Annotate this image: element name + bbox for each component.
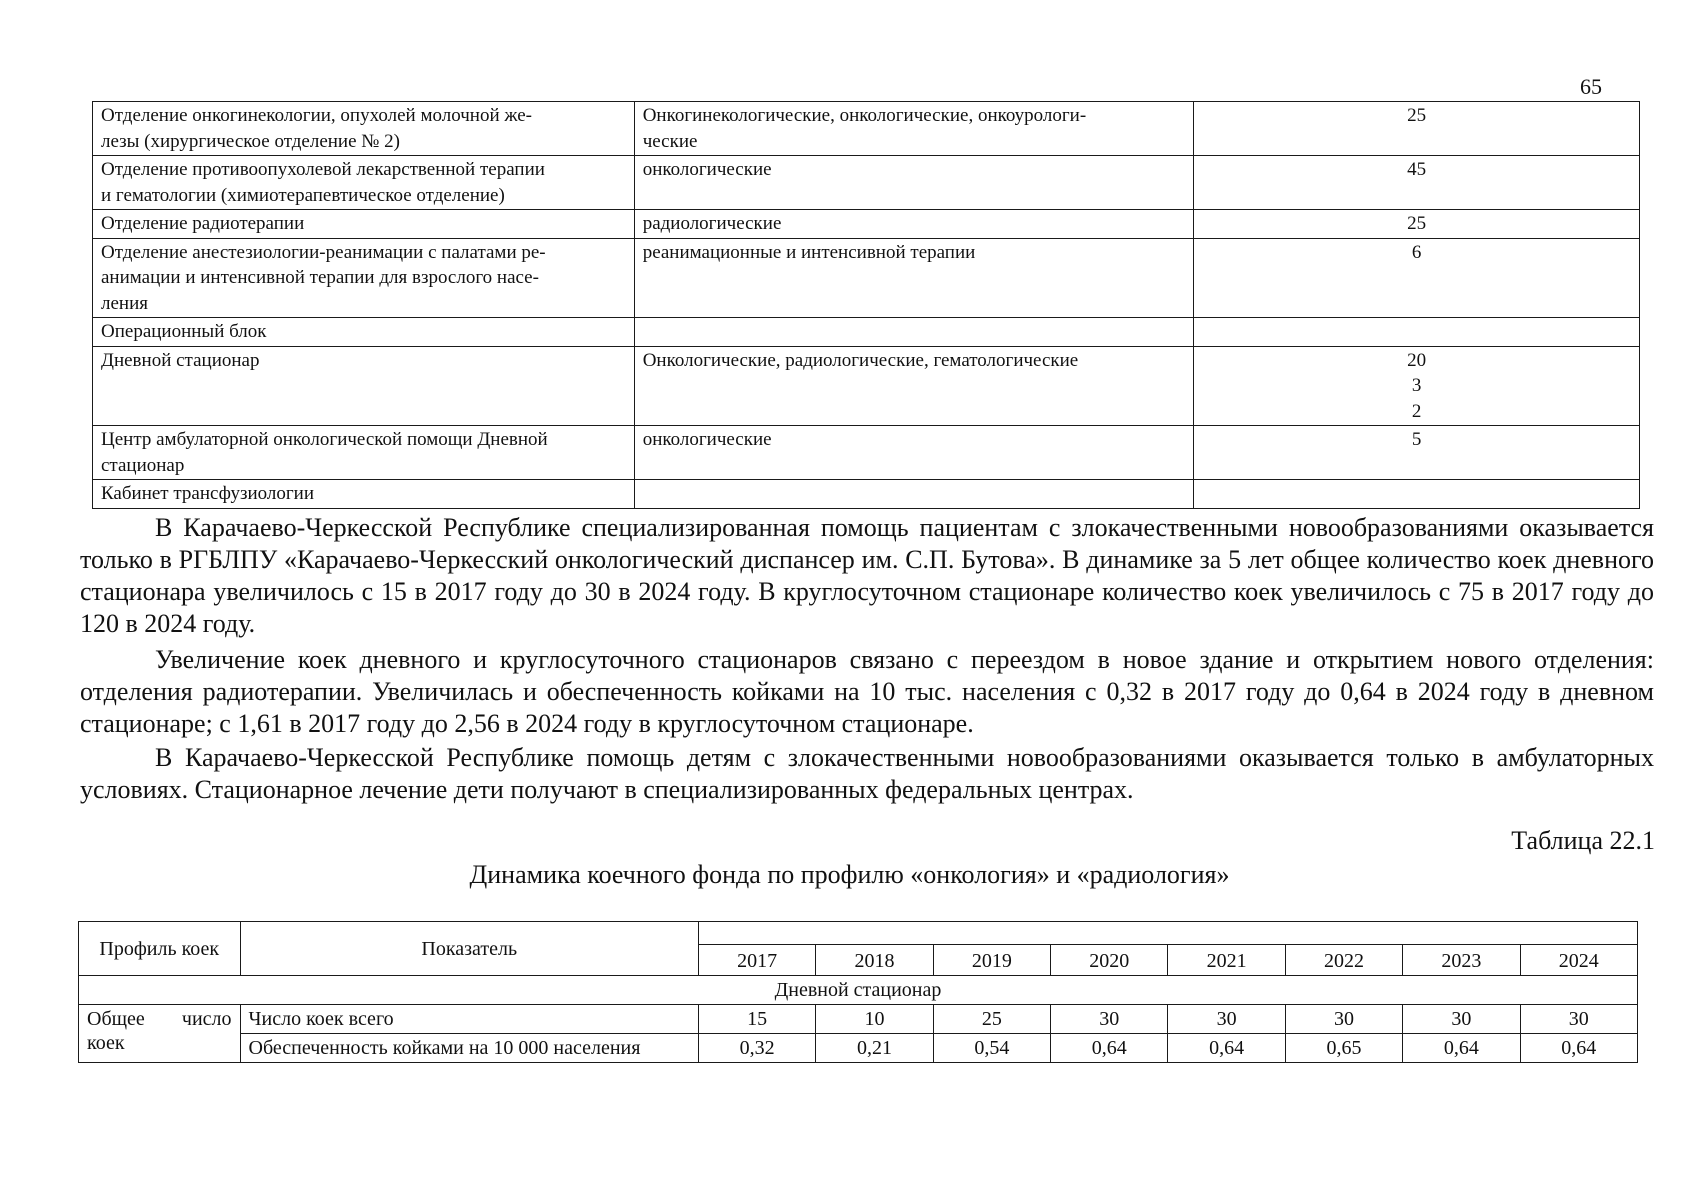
year-header: 2018 xyxy=(816,945,933,976)
value-cell: 30 xyxy=(1520,1005,1637,1034)
bed-count-cell: 25 xyxy=(1194,210,1640,239)
value-cell: 0,32 xyxy=(698,1034,815,1063)
department-name-cell: Отделение радиотерапии xyxy=(93,210,635,239)
bed-dynamics-table xyxy=(78,921,1638,1063)
value-cell: 0,64 xyxy=(1520,1034,1637,1063)
department-name-cell: Операционный блок xyxy=(93,318,635,347)
group-cell: Общее число коек xyxy=(79,1005,241,1063)
value-cell: 0,65 xyxy=(1285,1034,1402,1063)
indicator-cell: Обеспеченность койками на 10 000 населения xyxy=(240,1034,698,1063)
bed-count-cell: 25 xyxy=(1194,102,1640,156)
department-name-cell: Центр амбулаторной онкологической помощи Дневной стационар xyxy=(93,426,635,480)
value-cell: 25 xyxy=(933,1005,1050,1034)
table-title: Динамика коечного фонда по профилю «онкология» и «радиология» xyxy=(469,860,1230,889)
indicator-cell: Число коек всего xyxy=(240,1005,698,1034)
table-row xyxy=(93,210,1640,239)
table-row xyxy=(93,102,1640,156)
department-name-cell: Отделение онкогинекологии, опухолей молочной же- лезы (хирургическое отделение № 2) xyxy=(93,102,635,156)
bed-count-cell: 5 xyxy=(1194,426,1640,480)
paragraph: В Карачаево-Черкесской Республике специализированная помощь пациентам с злокачественными новообразованиями оказывается только в РГБЛПУ «Карачаево-Черкесский онкологический диспансер им. С.П. Бутова». В динамике за 5 лет общее количество коек дневного стационара увеличилось с 15 в 2017 году до 30 в 2024 году. В круглосуточном стационаре количество коек увеличилось с 75 в 2017 году до 120 в 2024 году. xyxy=(80,513,1654,638)
table-caption: Таблица 22.1 xyxy=(1511,826,1655,855)
paragraph: Увеличение коек дневного и круглосуточного стационаров связано с переездом в новое здание и открытием нового отделения: отделения радиотерапии. Увеличилась и обеспеченность койками на 10 тыс. населения с 0,32 в 2017 году до 0,64 в 2024 году в дневном стационаре; с 1,61 в 2017 году до 2,56 в 2024 году в круглосуточном стационаре. xyxy=(80,645,1654,738)
year-header: 2022 xyxy=(1285,945,1402,976)
header-years-group xyxy=(698,922,1637,945)
value-cell: 10 xyxy=(816,1005,933,1034)
year-header: 2023 xyxy=(1403,945,1520,976)
bed-profile-cell xyxy=(634,480,1194,509)
value-cell: 0,64 xyxy=(1168,1034,1285,1063)
table-row xyxy=(79,1034,1638,1063)
bed-count-cell xyxy=(1194,318,1640,347)
value-cell: 30 xyxy=(1051,1005,1168,1034)
departments-table-body xyxy=(93,102,1640,509)
value-cell: 0,21 xyxy=(816,1034,933,1063)
bed-count-cell: 20 3 2 xyxy=(1194,346,1640,426)
department-name-cell: Отделение анестезиологии-реанимации с палатами ре- анимации и интенсивной терапии для взрослого насе- ления xyxy=(93,238,635,318)
bed-count-cell xyxy=(1194,480,1640,509)
bed-profile-cell: радиологические xyxy=(634,210,1194,239)
bed-profile-cell: онкологические xyxy=(634,156,1194,210)
department-name-cell: Отделение противоопухолевой лекарственной терапии и гематологии (химиотерапевтическое отделение) xyxy=(93,156,635,210)
table-row xyxy=(93,480,1640,509)
value-cell: 0,64 xyxy=(1051,1034,1168,1063)
value-cell: 0,54 xyxy=(933,1034,1050,1063)
bed-profile-cell xyxy=(634,318,1194,347)
value-cell: 15 xyxy=(698,1005,815,1034)
bed-count-cell: 6 xyxy=(1194,238,1640,318)
table-row xyxy=(93,156,1640,210)
table-row xyxy=(93,346,1640,426)
department-name-cell: Дневной стационар xyxy=(93,346,635,426)
section-row: Дневной стационар xyxy=(79,976,1638,1005)
value-cell: 30 xyxy=(1168,1005,1285,1034)
bed-profile-cell: Онкологические, радиологические, гематологические xyxy=(634,346,1194,426)
table-row xyxy=(93,318,1640,347)
bed-profile-cell: Онкогинекологические, онкологические, онкоурологи- ческие xyxy=(634,102,1194,156)
year-header: 2024 xyxy=(1520,945,1637,976)
year-header: 2017 xyxy=(698,945,815,976)
value-cell: 30 xyxy=(1285,1005,1402,1034)
header-profile: Профиль коек xyxy=(79,922,241,976)
bed-profile-cell: онкологические xyxy=(634,426,1194,480)
departments-table xyxy=(92,101,1640,509)
table-row xyxy=(93,238,1640,318)
table-row xyxy=(79,1005,1638,1034)
bed-count-cell: 45 xyxy=(1194,156,1640,210)
value-cell: 30 xyxy=(1403,1005,1520,1034)
paragraph: В Карачаево-Черкесской Республике помощь детям с злокачественными новообразованиями оказывается только в амбулаторных условиях. Стационарное лечение дети получают в специализированных федеральных центрах. xyxy=(80,743,1654,804)
bed-profile-cell: реанимационные и интенсивной терапии xyxy=(634,238,1194,318)
table-row xyxy=(93,426,1640,480)
value-cell: 0,64 xyxy=(1403,1034,1520,1063)
year-header: 2019 xyxy=(933,945,1050,976)
page-number: 65 xyxy=(1580,74,1602,99)
year-header: 2020 xyxy=(1051,945,1168,976)
department-name-cell: Кабинет трансфузиологии xyxy=(93,480,635,509)
header-indicator: Показатель xyxy=(240,922,698,976)
year-header: 2021 xyxy=(1168,945,1285,976)
